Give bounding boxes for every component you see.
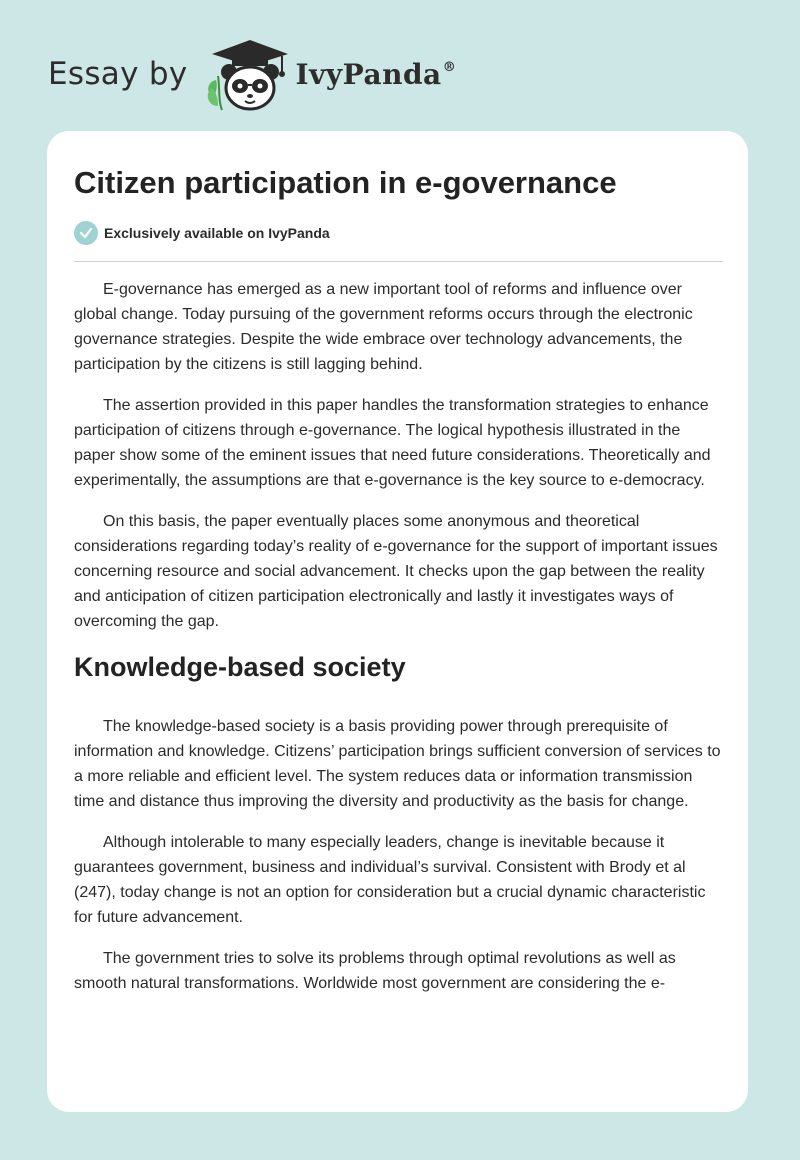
registered-mark: ® (442, 59, 457, 75)
essay-card (47, 131, 748, 1112)
badge-label: Exclusively available on IvyPanda (104, 225, 330, 241)
essay-body (74, 277, 723, 1012)
paragraph: The government tries to solve its problems through optimal revolutions as well as smooth natural transformations. Worldwide most government are considering the e- (74, 950, 676, 992)
check-icon (74, 221, 98, 245)
paragraph: On this basis, the paper eventually places some anonymous and theoretical considerations regarding today’s reality of e-governance for the support of important issues concerning resource and social advancement. It checks upon the gap between the reality and anticipation of citizen participation electronically and lastly it investigates ways of overcoming the gap. (74, 513, 718, 630)
paragraph: The knowledge-based society is a basis providing power through prerequisite of information and knowledge. Citizens’ participation brings sufficient conversion of services to a more reliable and efficient level. The system reduces data or information transmission time and distance thus improving the diversity and productivity as the basis for change. (74, 718, 721, 810)
ivypanda-logo-icon[interactable] (202, 36, 292, 112)
brand-text: IvyPanda (295, 57, 442, 91)
page-title: Citizen participation in e-governance (74, 165, 617, 200)
exclusive-badge (74, 221, 330, 245)
essay-by-label: Essay by (48, 56, 188, 92)
paragraph: E-governance has emerged as a new important tool of reforms and influence over global change. Today pursuing of the government reforms occurs through the electronic governance strategies. Despite the wide embrace over technology advancements, the participation by the citizens is still lagging behind. (74, 281, 693, 373)
divider (74, 261, 723, 262)
brand-name[interactable] (296, 58, 457, 91)
paragraph: Although intolerable to many especially leaders, change is inevitable because it guarantees government, business and individual’s survival. Consistent with Brody et al (247), today change is not an option for consideration but a crucial dynamic characteristic for future advancement. (74, 834, 706, 926)
paragraph: The assertion provided in this paper handles the transformation strategies to enhance participation of citizens through e-governance. The logical hypothesis illustrated in the paper show some of the eminent issues that need future considerations. Theoretically and experimentally, the assumptions are that e-governance is the key source to e-democracy. (74, 397, 711, 489)
site-header (48, 36, 548, 112)
section-heading: Knowledge-based society (74, 652, 406, 682)
